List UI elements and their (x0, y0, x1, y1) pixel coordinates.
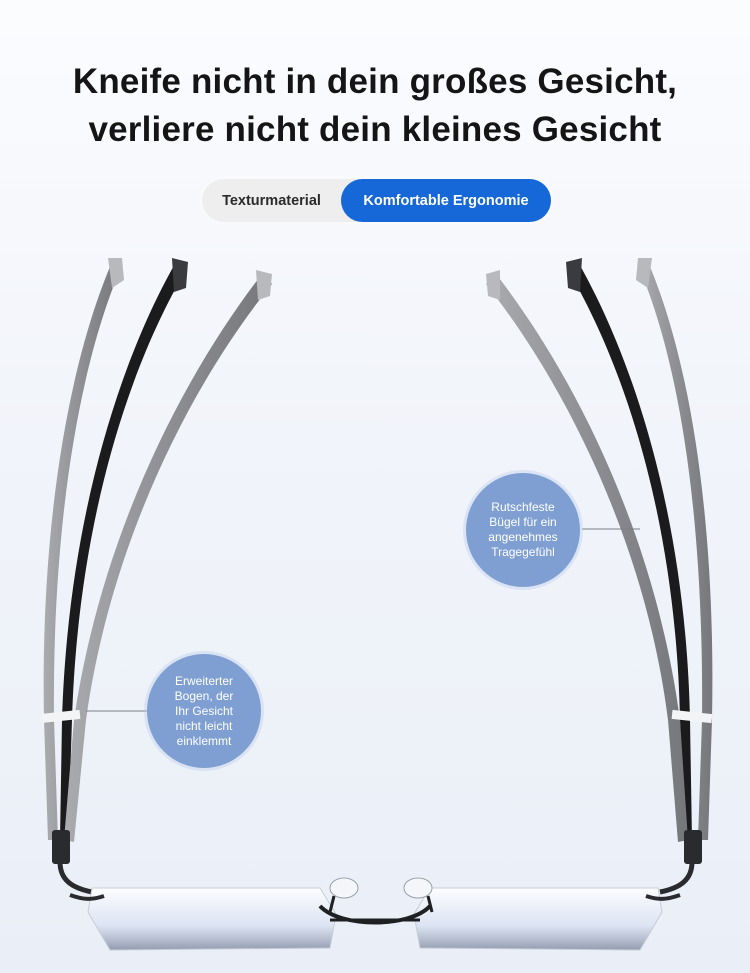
glasses-front (70, 878, 680, 950)
left-inner-temple (64, 274, 272, 842)
left-lens (88, 888, 336, 950)
headline-line-2: verliere nicht dein kleines Gesicht (88, 110, 662, 149)
tab-komfortable-ergonomie[interactable]: Komfortable Ergonomie (341, 179, 551, 222)
right-lens (414, 888, 662, 950)
headline-line-1: Kneife nicht in dein großes Gesicht, (72, 62, 678, 101)
callout-text-left: Erweiterter Bogen, der Ihr Gesicht nicht leicht einklemmt (174, 673, 234, 748)
callout-text-right: Rutschfeste Bügel für ein angenehmes Tragegefühl (488, 500, 558, 559)
callout-bubble-right (466, 473, 580, 587)
callout-bubble-left (147, 654, 261, 768)
tab-texturmaterial[interactable]: Texturmaterial (222, 193, 321, 209)
left-temples (42, 258, 272, 892)
